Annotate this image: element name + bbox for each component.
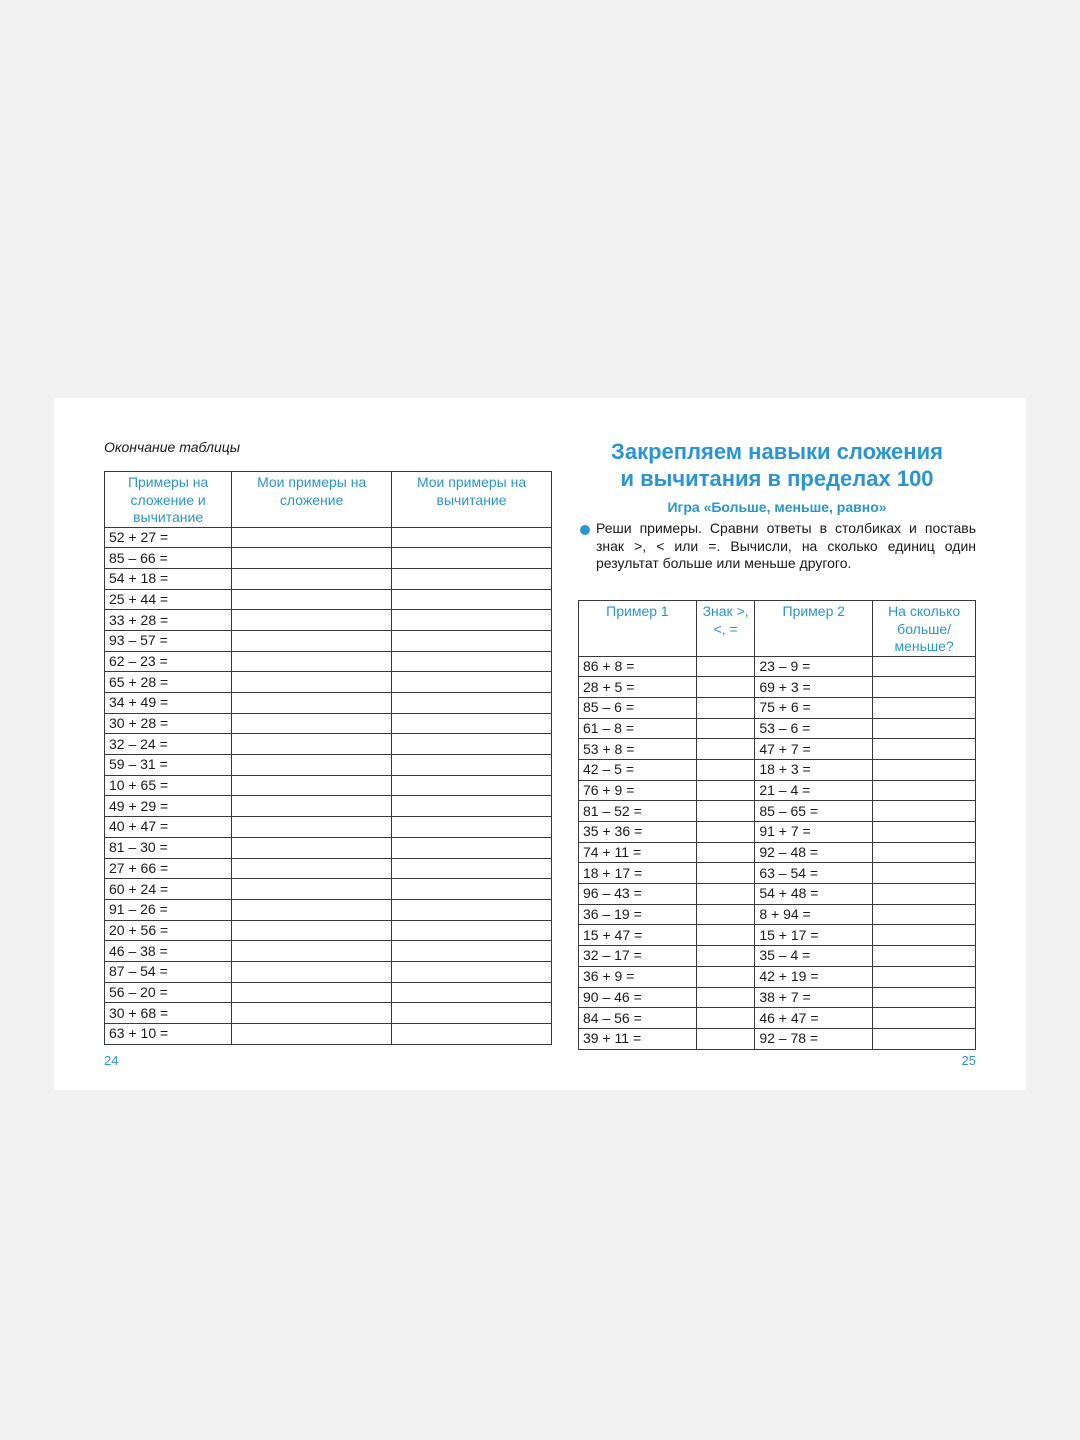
example-cell: 49 + 29 =: [105, 796, 232, 817]
left-exercise-table: [104, 471, 552, 1045]
example-1-cell: 18 + 17 =: [579, 863, 697, 884]
sign-blank[interactable]: [696, 1028, 754, 1049]
table-row: [105, 899, 552, 920]
example-cell: 30 + 68 =: [105, 1003, 232, 1024]
example-1-cell: 84 – 56 =: [579, 1008, 697, 1029]
example-2-cell: 35 – 4 =: [755, 946, 873, 967]
comparison-table: [578, 600, 976, 1050]
example-cell: 93 – 57 =: [105, 630, 232, 651]
header-difference: На сколько больше/ меньше?: [873, 601, 976, 657]
table-row: [105, 734, 552, 755]
my-addition-blank[interactable]: [232, 755, 392, 776]
table-row: [105, 920, 552, 941]
my-subtraction-blank[interactable]: [392, 527, 552, 548]
example-cell: 32 – 24 =: [105, 734, 232, 755]
table-row: [105, 527, 552, 548]
sign-blank[interactable]: [696, 863, 754, 884]
my-subtraction-blank[interactable]: [392, 858, 552, 879]
book-spread: [54, 398, 1026, 1090]
my-subtraction-blank[interactable]: [392, 1003, 552, 1024]
example-2-cell: 53 – 6 =: [755, 718, 873, 739]
table-row: [579, 842, 976, 863]
example-2-cell: 42 + 19 =: [755, 966, 873, 987]
header-my-addition: Мои примеры на сложение: [232, 472, 392, 528]
difference-blank[interactable]: [873, 884, 976, 905]
example-2-cell: 92 – 48 =: [755, 842, 873, 863]
sign-blank[interactable]: [696, 842, 754, 863]
example-cell: 46 – 38 =: [105, 941, 232, 962]
example-1-cell: 61 – 8 =: [579, 718, 697, 739]
example-1-cell: 74 + 11 =: [579, 842, 697, 863]
example-cell: 20 + 56 =: [105, 920, 232, 941]
table-row: [105, 630, 552, 651]
example-cell: 63 + 10 =: [105, 1024, 232, 1045]
difference-blank[interactable]: [873, 759, 976, 780]
table-row: [579, 1028, 976, 1049]
my-subtraction-blank[interactable]: [392, 879, 552, 900]
my-subtraction-blank[interactable]: [392, 755, 552, 776]
my-subtraction-blank[interactable]: [392, 713, 552, 734]
difference-blank[interactable]: [873, 842, 976, 863]
example-2-cell: 18 + 3 =: [755, 759, 873, 780]
difference-blank[interactable]: [873, 987, 976, 1008]
my-subtraction-blank[interactable]: [392, 568, 552, 589]
table-row: [579, 863, 976, 884]
difference-blank[interactable]: [873, 1008, 976, 1029]
sign-blank[interactable]: [696, 656, 754, 677]
my-addition-blank[interactable]: [232, 858, 392, 879]
my-subtraction-blank[interactable]: [392, 961, 552, 982]
sign-blank[interactable]: [696, 946, 754, 967]
difference-blank[interactable]: [873, 946, 976, 967]
table-row: [579, 677, 976, 698]
my-subtraction-blank[interactable]: [392, 982, 552, 1003]
my-addition-blank[interactable]: [232, 1003, 392, 1024]
sign-blank[interactable]: [696, 780, 754, 801]
example-1-cell: 85 – 6 =: [579, 697, 697, 718]
title-line-2: и вычитания в пределах 100: [620, 466, 934, 491]
my-addition-blank[interactable]: [232, 734, 392, 755]
my-addition-blank[interactable]: [232, 817, 392, 838]
my-subtraction-blank[interactable]: [392, 920, 552, 941]
example-2-cell: 69 + 3 =: [755, 677, 873, 698]
table-row: [105, 548, 552, 569]
my-addition-blank[interactable]: [232, 693, 392, 714]
page-number-left: 24: [104, 1053, 119, 1068]
example-1-cell: 36 + 9 =: [579, 966, 697, 987]
example-cell: 10 + 65 =: [105, 775, 232, 796]
difference-blank[interactable]: [873, 822, 976, 843]
my-addition-blank[interactable]: [232, 630, 392, 651]
difference-blank[interactable]: [873, 904, 976, 925]
table-row: [579, 1008, 976, 1029]
my-addition-blank[interactable]: [232, 775, 392, 796]
difference-blank[interactable]: [873, 801, 976, 822]
table-row: [579, 801, 976, 822]
example-1-cell: 39 + 11 =: [579, 1028, 697, 1049]
table-row: [105, 982, 552, 1003]
example-2-cell: 63 – 54 =: [755, 863, 873, 884]
header-examples: Примеры на сложение и вычитание: [105, 472, 232, 528]
example-cell: 59 – 31 =: [105, 755, 232, 776]
table-row: [105, 879, 552, 900]
difference-blank[interactable]: [873, 863, 976, 884]
sign-blank[interactable]: [696, 884, 754, 905]
example-1-cell: 15 + 47 =: [579, 925, 697, 946]
my-subtraction-blank[interactable]: [392, 693, 552, 714]
my-addition-blank[interactable]: [232, 982, 392, 1003]
my-subtraction-blank[interactable]: [392, 796, 552, 817]
table-row: [579, 780, 976, 801]
my-addition-blank[interactable]: [232, 1024, 392, 1045]
my-addition-blank[interactable]: [232, 610, 392, 631]
table-row: [105, 713, 552, 734]
sign-blank[interactable]: [696, 739, 754, 760]
example-cell: 33 + 28 =: [105, 610, 232, 631]
table-row: [105, 796, 552, 817]
table-row: [105, 610, 552, 631]
table-row: [105, 568, 552, 589]
table-row: [105, 672, 552, 693]
title-line-1: Закрепляем навыки сложения: [611, 439, 943, 464]
table-row: [579, 946, 976, 967]
bullet-dot-icon: [580, 525, 590, 535]
example-1-cell: 35 + 36 =: [579, 822, 697, 843]
example-1-cell: 32 – 17 =: [579, 946, 697, 967]
table-row: [105, 817, 552, 838]
example-2-cell: 21 – 4 =: [755, 780, 873, 801]
my-addition-blank[interactable]: [232, 837, 392, 858]
my-addition-blank[interactable]: [232, 713, 392, 734]
my-subtraction-blank[interactable]: [392, 610, 552, 631]
table-row: [105, 837, 552, 858]
difference-blank[interactable]: [873, 718, 976, 739]
table-row: [105, 589, 552, 610]
sign-blank[interactable]: [696, 759, 754, 780]
example-cell: 54 + 18 =: [105, 568, 232, 589]
example-cell: 60 + 24 =: [105, 879, 232, 900]
header-example-2: Пример 2: [755, 601, 873, 657]
example-cell: 62 – 23 =: [105, 651, 232, 672]
example-1-cell: 90 – 46 =: [579, 987, 697, 1008]
table-row: [105, 651, 552, 672]
example-1-cell: 53 + 8 =: [579, 739, 697, 760]
example-1-cell: 28 + 5 =: [579, 677, 697, 698]
table-row: [105, 858, 552, 879]
my-subtraction-blank[interactable]: [392, 734, 552, 755]
sign-blank[interactable]: [696, 822, 754, 843]
example-cell: 27 + 66 =: [105, 858, 232, 879]
my-subtraction-blank[interactable]: [392, 837, 552, 858]
my-addition-blank[interactable]: [232, 651, 392, 672]
my-addition-blank[interactable]: [232, 920, 392, 941]
table-header-row: [579, 601, 976, 657]
sign-blank[interactable]: [696, 1008, 754, 1029]
table-row: [579, 987, 976, 1008]
my-subtraction-blank[interactable]: [392, 672, 552, 693]
my-subtraction-blank[interactable]: [392, 589, 552, 610]
table-row: [579, 739, 976, 760]
table-continuation-caption: Окончание таблицы: [104, 439, 241, 455]
table-row: [105, 693, 552, 714]
example-1-cell: 86 + 8 =: [579, 656, 697, 677]
difference-blank[interactable]: [873, 656, 976, 677]
header-example-1: Пример 1: [579, 601, 697, 657]
table-row: [105, 1003, 552, 1024]
page-number-right: 25: [961, 1053, 976, 1068]
my-addition-blank[interactable]: [232, 589, 392, 610]
difference-blank[interactable]: [873, 966, 976, 987]
example-2-cell: 92 – 78 =: [755, 1028, 873, 1049]
example-cell: 56 – 20 =: [105, 982, 232, 1003]
difference-blank[interactable]: [873, 780, 976, 801]
table-header-row: [105, 472, 552, 528]
table-row: [579, 718, 976, 739]
sign-blank[interactable]: [696, 801, 754, 822]
sign-blank[interactable]: [696, 904, 754, 925]
difference-blank[interactable]: [873, 739, 976, 760]
page-title: [572, 438, 982, 492]
example-2-cell: 46 + 47 =: [755, 1008, 873, 1029]
example-cell: 81 – 30 =: [105, 837, 232, 858]
table-row: [579, 925, 976, 946]
example-cell: 85 – 66 =: [105, 548, 232, 569]
sign-blank[interactable]: [696, 966, 754, 987]
my-subtraction-blank[interactable]: [392, 548, 552, 569]
example-cell: 91 – 26 =: [105, 899, 232, 920]
difference-blank[interactable]: [873, 925, 976, 946]
table-row: [579, 697, 976, 718]
task-instruction: Реши примеры. Сравни ответы в столбиках и поставь знак >, < или =. Вычисли, на сколько единиц один результат больше или меньше другого.: [596, 520, 976, 571]
table-row: [579, 966, 976, 987]
table-row: [105, 941, 552, 962]
my-subtraction-blank[interactable]: [392, 1024, 552, 1045]
example-cell: 30 + 28 =: [105, 713, 232, 734]
sign-blank[interactable]: [696, 987, 754, 1008]
difference-blank[interactable]: [873, 677, 976, 698]
example-2-cell: 8 + 94 =: [755, 904, 873, 925]
difference-blank[interactable]: [873, 1028, 976, 1049]
sign-blank[interactable]: [696, 697, 754, 718]
example-2-cell: 38 + 7 =: [755, 987, 873, 1008]
my-addition-blank[interactable]: [232, 796, 392, 817]
table-row: [579, 759, 976, 780]
example-2-cell: 54 + 48 =: [755, 884, 873, 905]
table-row: [579, 656, 976, 677]
example-cell: 65 + 28 =: [105, 672, 232, 693]
my-subtraction-blank[interactable]: [392, 630, 552, 651]
example-2-cell: 85 – 65 =: [755, 801, 873, 822]
my-addition-blank[interactable]: [232, 568, 392, 589]
my-addition-blank[interactable]: [232, 961, 392, 982]
table-row: [105, 755, 552, 776]
example-cell: 87 – 54 =: [105, 961, 232, 982]
my-subtraction-blank[interactable]: [392, 941, 552, 962]
my-addition-blank[interactable]: [232, 527, 392, 548]
example-1-cell: 36 – 19 =: [579, 904, 697, 925]
my-addition-blank[interactable]: [232, 879, 392, 900]
example-2-cell: 15 + 17 =: [755, 925, 873, 946]
my-addition-blank[interactable]: [232, 941, 392, 962]
example-2-cell: 23 – 9 =: [755, 656, 873, 677]
table-row: [105, 1024, 552, 1045]
my-subtraction-blank[interactable]: [392, 899, 552, 920]
table-row: [579, 884, 976, 905]
sign-blank[interactable]: [696, 718, 754, 739]
table-row: [105, 775, 552, 796]
my-addition-blank[interactable]: [232, 548, 392, 569]
table-row: [105, 961, 552, 982]
sign-blank[interactable]: [696, 677, 754, 698]
example-2-cell: 75 + 6 =: [755, 697, 873, 718]
my-addition-blank[interactable]: [232, 672, 392, 693]
my-subtraction-blank[interactable]: [392, 817, 552, 838]
example-2-cell: 47 + 7 =: [755, 739, 873, 760]
table-row: [579, 822, 976, 843]
example-cell: 40 + 47 =: [105, 817, 232, 838]
header-sign: Знак >, <, =: [696, 601, 754, 657]
my-subtraction-blank[interactable]: [392, 775, 552, 796]
example-1-cell: 81 – 52 =: [579, 801, 697, 822]
example-1-cell: 42 – 5 =: [579, 759, 697, 780]
example-cell: 34 + 49 =: [105, 693, 232, 714]
difference-blank[interactable]: [873, 697, 976, 718]
sign-blank[interactable]: [696, 925, 754, 946]
example-cell: 52 + 27 =: [105, 527, 232, 548]
my-subtraction-blank[interactable]: [392, 651, 552, 672]
example-1-cell: 96 – 43 =: [579, 884, 697, 905]
example-2-cell: 91 + 7 =: [755, 822, 873, 843]
game-subtitle: Игра «Больше, меньше, равно»: [667, 499, 887, 515]
example-1-cell: 76 + 9 =: [579, 780, 697, 801]
example-cell: 25 + 44 =: [105, 589, 232, 610]
my-addition-blank[interactable]: [232, 899, 392, 920]
header-my-subtraction: Мои примеры на вычитание: [392, 472, 552, 528]
table-row: [579, 904, 976, 925]
